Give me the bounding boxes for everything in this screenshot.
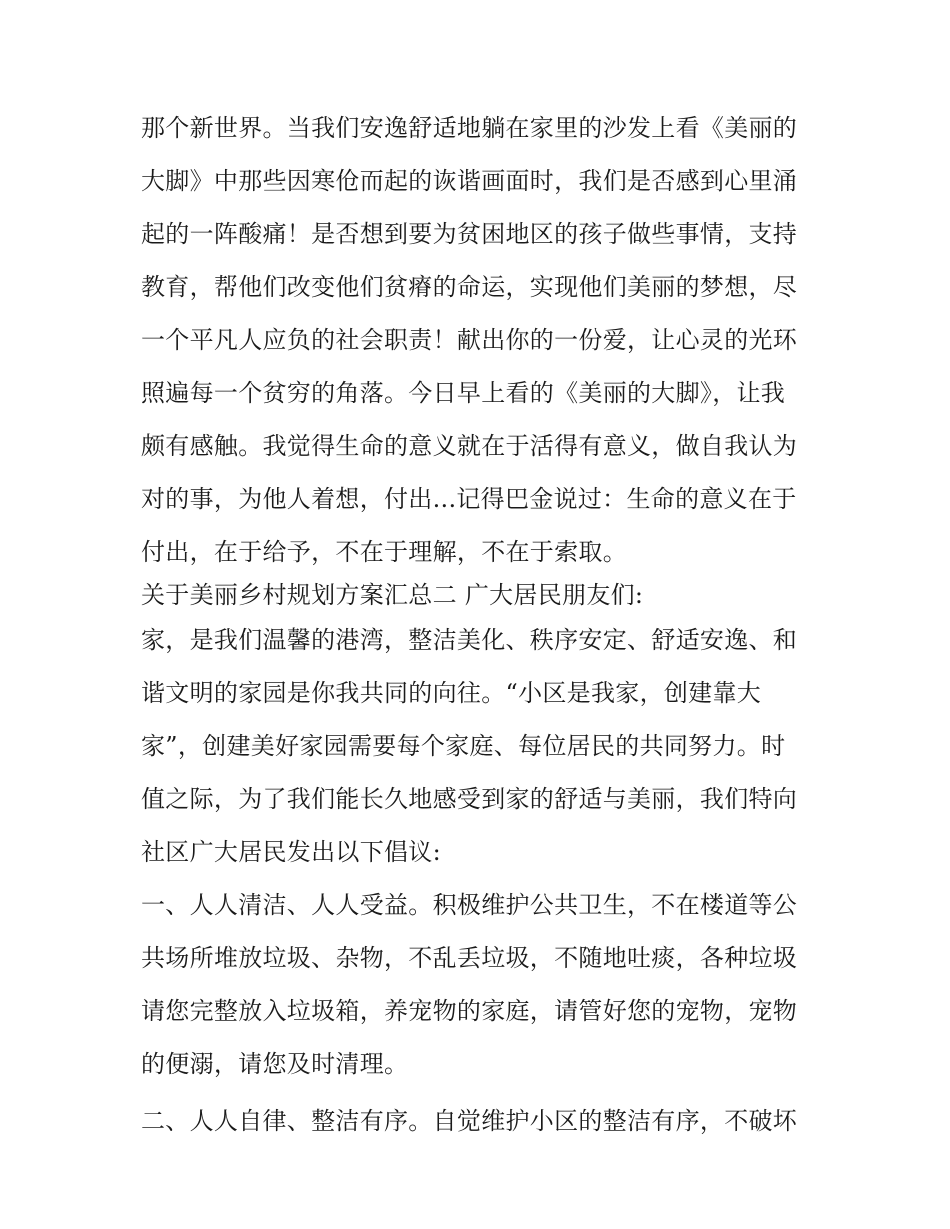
text-line: 家，是我们温馨的港湾，整洁美化、秩序安定、舒适安逸、和 xyxy=(141,626,798,654)
text-line: 社区广大居民发出以下倡议: xyxy=(141,838,441,866)
text-line: 大脚》中那些因寒伧而起的诙谐画面时，我们是否感到心里涌 xyxy=(141,167,798,195)
text-line: 那个新世界。当我们安逸舒适地躺在家里的沙发上看《美丽的 xyxy=(141,114,798,142)
section-heading: 关于美丽乡村规划方案汇总二 广大居民朋友们: xyxy=(141,581,644,609)
text-line: 照遍每一个贫穷的角落。今日早上看的《美丽的大脚》，让我 xyxy=(141,379,786,407)
text-line: 对的事，为他人着想，付出...记得巴金说过：生命的意义在于 xyxy=(141,485,797,513)
text-line: 谐文明的家园是你我共同的向往。“小区是我家，创建靠大 xyxy=(141,679,762,707)
text-line: 教育，帮他们改变他们贫瘠的命运，实现他们美丽的梦想，尽 xyxy=(141,273,798,301)
text-line: 请您完整放入垃圾箱，养宠物的家庭，请管好您的宠物，宠物 xyxy=(141,997,798,1025)
text-line: 共场所堆放垃圾、杂物，不乱丢垃圾，不随地吐痰，各种垃圾 xyxy=(141,944,798,972)
text-line: 的便溺，请您及时清理。 xyxy=(141,1050,409,1078)
text-line: 颇有感触。我觉得生命的意义就在于活得有意义，做自我认为 xyxy=(141,432,798,460)
text-line: 起的一阵酸痛！是否想到要为贫困地区的孩子做些事情，支持 xyxy=(141,220,798,248)
text-line: 二、人人自律、整洁有序。自觉维护小区的整洁有序，不破坏 xyxy=(141,1107,798,1135)
text-line: 值之际，为了我们能长久地感受到家的舒适与美丽，我们特向 xyxy=(141,785,798,813)
text-line: 一个平凡人应负的社会职责！献出你的一份爱，让心灵的光环 xyxy=(141,326,798,354)
text-line: 一、人人清洁、人人受益。积极维护公共卫生，不在楼道等公 xyxy=(141,891,798,919)
text-line: 付出，在于给予，不在于理解，不在于索取。 xyxy=(141,538,627,566)
text-line: 家”，创建美好家园需要每个家庭、每位居民的共同努力。时 xyxy=(141,732,786,760)
